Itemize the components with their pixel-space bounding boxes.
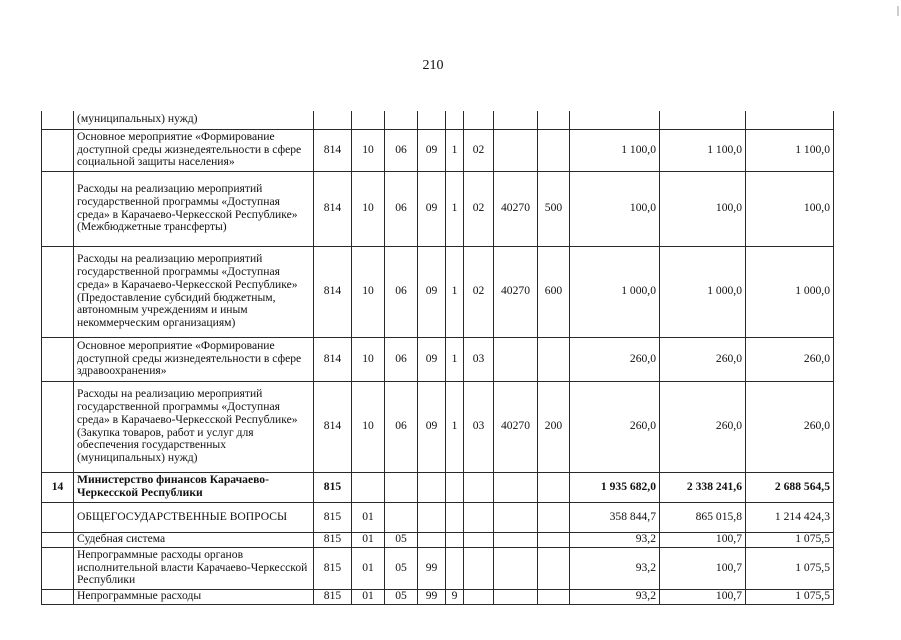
amount-year1-cell: 93,2	[570, 532, 660, 547]
ministry-code-cell: 815	[314, 589, 352, 604]
ministry-code-cell: 815	[314, 472, 352, 502]
event-code-cell: 03	[464, 337, 494, 381]
amount-year3-cell: 1 075,5	[746, 589, 834, 604]
expense-kind-cell: 600	[538, 246, 570, 337]
amount-year2-cell: 100,7	[660, 532, 746, 547]
expense-kind-cell	[538, 129, 570, 171]
row-number-cell	[42, 381, 74, 472]
expense-kind-cell	[538, 547, 570, 589]
scan-edge-mark	[897, 6, 899, 16]
amount-year3-cell: 260,0	[746, 337, 834, 381]
subsection-code-cell: 06	[385, 337, 418, 381]
page-number: 210	[422, 58, 444, 73]
amount-year2-cell: 1 000,0	[660, 246, 746, 337]
table-row	[42, 111, 834, 129]
amount-year2-cell: 100,7	[660, 589, 746, 604]
program-code-cell	[418, 472, 446, 502]
subsection-code-cell: 06	[385, 381, 418, 472]
event-code-cell	[464, 547, 494, 589]
amount-year3-cell: 1 100,0	[746, 129, 834, 171]
event-code-cell	[464, 111, 494, 129]
subprogram-code-cell: 1	[446, 171, 464, 246]
amount-year3-cell: 2 688 564,5	[746, 472, 834, 502]
section-code-cell: 01	[352, 532, 385, 547]
section-code-cell: 01	[352, 502, 385, 532]
event-code-cell	[464, 472, 494, 502]
event-code-cell	[464, 502, 494, 532]
amount-year1-cell: 1 935 682,0	[570, 472, 660, 502]
subsection-code-cell: 05	[385, 589, 418, 604]
ministry-code-cell: 814	[314, 337, 352, 381]
subsection-code-cell	[385, 502, 418, 532]
amount-year3-cell: 1 214 424,3	[746, 502, 834, 532]
name-cell: Основное мероприятие «Формирование доступной среды жизнедеятельности в сфере здравоохранения»	[74, 337, 314, 381]
subsection-code-cell: 05	[385, 532, 418, 547]
ministry-code-cell: 814	[314, 246, 352, 337]
direction-code-cell	[494, 547, 538, 589]
amount-year2-cell: 260,0	[660, 381, 746, 472]
amount-year2-cell: 1 100,0	[660, 129, 746, 171]
amount-year3-cell: 260,0	[746, 381, 834, 472]
subsection-code-cell: 06	[385, 129, 418, 171]
amount-year1-cell: 1 100,0	[570, 129, 660, 171]
expense-kind-cell: 500	[538, 171, 570, 246]
direction-code-cell: 40270	[494, 381, 538, 472]
program-code-cell: 09	[418, 246, 446, 337]
program-code-cell: 99	[418, 589, 446, 604]
subprogram-code-cell: 9	[446, 589, 464, 604]
section-code-cell: 10	[352, 129, 385, 171]
name-cell: Министерство финансов Карачаево-Черкесской Республики	[74, 472, 314, 502]
subprogram-code-cell	[446, 547, 464, 589]
event-code-cell	[464, 589, 494, 604]
amount-year2-cell: 260,0	[660, 337, 746, 381]
row-number-cell	[42, 111, 74, 129]
amount-year2-cell: 100,0	[660, 171, 746, 246]
amount-year2-cell: 100,7	[660, 547, 746, 589]
name-cell: Основное мероприятие «Формирование доступной среды жизнедеятельности в сфере социальной защиты населения»	[74, 129, 314, 171]
expense-kind-cell	[538, 589, 570, 604]
direction-code-cell	[494, 502, 538, 532]
name-cell: Судебная система	[74, 532, 314, 547]
name-cell: Расходы на реализацию мероприятий государственной программы «Доступная среда» в Карачаево-Черкесской Республике» (Межбюджетные трансферты)	[74, 171, 314, 246]
table-row	[42, 171, 834, 246]
program-code-cell	[418, 502, 446, 532]
amount-year1-cell: 93,2	[570, 547, 660, 589]
name-cell: ОБЩЕГОСУДАРСТВЕННЫЕ ВОПРОСЫ	[74, 502, 314, 532]
expense-kind-cell	[538, 502, 570, 532]
row-number-cell	[42, 589, 74, 604]
expense-kind-cell	[538, 532, 570, 547]
row-number-cell	[42, 129, 74, 171]
direction-code-cell	[494, 111, 538, 129]
program-code-cell: 09	[418, 129, 446, 171]
name-cell: Непрограммные расходы органов исполнительной власти Карачаево-Черкесской Республики	[74, 547, 314, 589]
program-code-cell	[418, 532, 446, 547]
table-body	[42, 111, 834, 604]
event-code-cell: 02	[464, 171, 494, 246]
direction-code-cell: 40270	[494, 246, 538, 337]
ministry-code-cell: 815	[314, 547, 352, 589]
section-code-cell	[352, 472, 385, 502]
amount-year1-cell: 260,0	[570, 337, 660, 381]
subprogram-code-cell: 1	[446, 246, 464, 337]
section-code-cell: 10	[352, 171, 385, 246]
program-code-cell: 09	[418, 337, 446, 381]
expense-kind-cell	[538, 472, 570, 502]
section-code-cell: 01	[352, 589, 385, 604]
direction-code-cell	[494, 129, 538, 171]
subsection-code-cell: 06	[385, 171, 418, 246]
section-code-cell: 01	[352, 547, 385, 589]
row-number-cell	[42, 337, 74, 381]
ministry-code-cell: 815	[314, 532, 352, 547]
row-number-cell	[42, 547, 74, 589]
subprogram-code-cell: 1	[446, 337, 464, 381]
row-number-cell	[42, 502, 74, 532]
row-number-cell: 14	[42, 472, 74, 502]
ministry-code-cell: 814	[314, 171, 352, 246]
direction-code-cell	[494, 532, 538, 547]
event-code-cell: 02	[464, 246, 494, 337]
section-code-cell: 10	[352, 337, 385, 381]
subsection-code-cell: 05	[385, 547, 418, 589]
subprogram-code-cell: 1	[446, 129, 464, 171]
ministry-code-cell: 815	[314, 502, 352, 532]
section-code-cell: 10	[352, 246, 385, 337]
name-cell: Расходы на реализацию мероприятий государственной программы «Доступная среда» в Карачаево-Черкесской Республике» (Предоставление субсидий бюджетным, автономным учреждениям и иным некоммерческим организациям)	[74, 246, 314, 337]
amount-year2-cell	[660, 111, 746, 129]
subprogram-code-cell	[446, 472, 464, 502]
subprogram-code-cell	[446, 111, 464, 129]
ministry-code-cell: 814	[314, 381, 352, 472]
amount-year3-cell: 1 075,5	[746, 547, 834, 589]
expense-kind-cell: 200	[538, 381, 570, 472]
subprogram-code-cell	[446, 532, 464, 547]
table-row	[42, 589, 834, 604]
row-number-cell	[42, 246, 74, 337]
name-cell: Непрограммные расходы	[74, 589, 314, 604]
budget-table	[41, 111, 834, 605]
program-code-cell: 09	[418, 171, 446, 246]
event-code-cell	[464, 532, 494, 547]
program-code-cell: 99	[418, 547, 446, 589]
amount-year3-cell: 1 075,5	[746, 532, 834, 547]
table-row	[42, 502, 834, 532]
subsection-code-cell	[385, 472, 418, 502]
amount-year1-cell: 93,2	[570, 589, 660, 604]
amount-year3-cell: 1 000,0	[746, 246, 834, 337]
name-cell: Расходы на реализацию мероприятий государственной программы «Доступная среда» в Карачаево-Черкесской Республике» (Закупка товаров, работ и услуг для обеспечения государственных (муниципальных) нужд)	[74, 381, 314, 472]
subsection-code-cell: 06	[385, 246, 418, 337]
amount-year1-cell: 260,0	[570, 381, 660, 472]
event-code-cell: 02	[464, 129, 494, 171]
direction-code-cell	[494, 337, 538, 381]
amount-year1-cell: 358 844,7	[570, 502, 660, 532]
subprogram-code-cell: 1	[446, 381, 464, 472]
amount-year1-cell: 1 000,0	[570, 246, 660, 337]
expense-kind-cell	[538, 337, 570, 381]
table-row	[42, 472, 834, 502]
subprogram-code-cell	[446, 502, 464, 532]
amount-year2-cell: 865 015,8	[660, 502, 746, 532]
table-row	[42, 532, 834, 547]
table-row	[42, 381, 834, 472]
amount-year3-cell: 100,0	[746, 171, 834, 246]
ministry-code-cell: 814	[314, 129, 352, 171]
event-code-cell: 03	[464, 381, 494, 472]
amount-year1-cell: 100,0	[570, 171, 660, 246]
section-code-cell: 10	[352, 381, 385, 472]
program-code-cell: 09	[418, 381, 446, 472]
ministry-code-cell	[314, 111, 352, 129]
amount-year1-cell	[570, 111, 660, 129]
direction-code-cell	[494, 472, 538, 502]
amount-year3-cell	[746, 111, 834, 129]
table-row	[42, 129, 834, 171]
table-row	[42, 337, 834, 381]
subsection-code-cell	[385, 111, 418, 129]
name-cell: (муниципальных) нужд)	[74, 111, 314, 129]
expense-kind-cell	[538, 111, 570, 129]
row-number-cell	[42, 532, 74, 547]
row-number-cell	[42, 171, 74, 246]
table-row	[42, 246, 834, 337]
program-code-cell	[418, 111, 446, 129]
amount-year2-cell: 2 338 241,6	[660, 472, 746, 502]
direction-code-cell	[494, 589, 538, 604]
direction-code-cell: 40270	[494, 171, 538, 246]
section-code-cell	[352, 111, 385, 129]
table-row	[42, 547, 834, 589]
